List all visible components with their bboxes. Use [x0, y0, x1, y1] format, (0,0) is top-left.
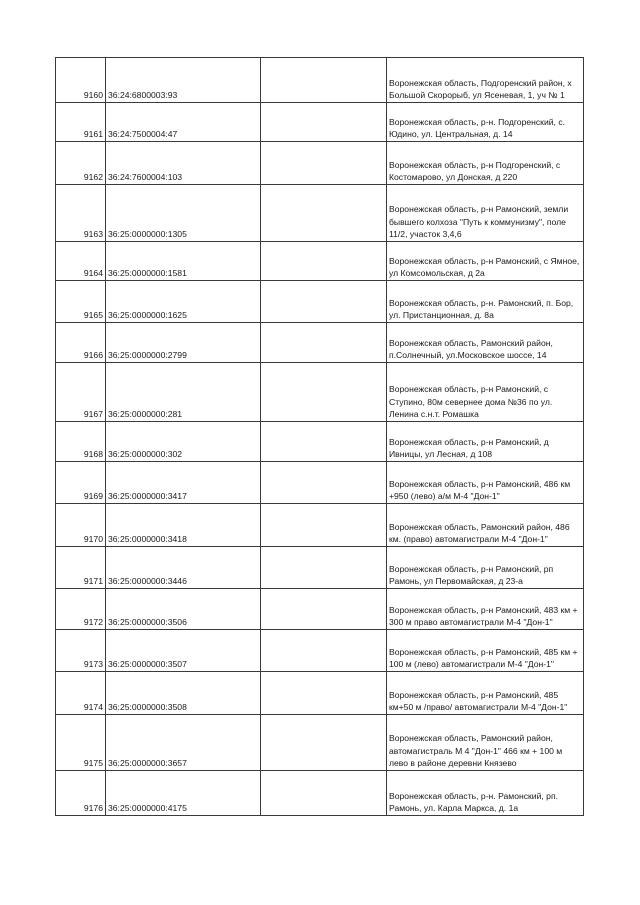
table-row [56, 589, 584, 630]
cadastral-number-cell: 36:24:6800003:93 [106, 58, 261, 103]
table-row [56, 142, 584, 185]
empty-cell [261, 462, 387, 504]
address-cell: Воронежская область, р-н Подгоренский, с Костомарово, ул Донская, д 220 [387, 142, 584, 185]
address-cell: Воронежская область, р-н Рамонский, 485 км+50 м /право/ автомагистрали М-4 "Дон-1" [387, 672, 584, 715]
cadastral-number-cell: 36:25:0000000:3507 [106, 630, 261, 672]
table-row [56, 715, 584, 771]
empty-cell [261, 771, 387, 816]
address-cell: Воронежская область, р-н. Подгоренский, с. Юдино, ул. Центральная, д. 14 [387, 103, 584, 142]
property-table-body [56, 58, 584, 816]
row-number-cell: 9163 [56, 185, 106, 242]
table-row [56, 462, 584, 504]
cadastral-number-cell: 36:25:0000000:3506 [106, 589, 261, 630]
table-row [56, 672, 584, 715]
cadastral-number-cell: 36:25:0000000:3657 [106, 715, 261, 771]
address-cell: Воронежская область, р-н Рамонский, 485 км + 100 м (лево) автомагистрали М-4 "Дон-1" [387, 630, 584, 672]
property-table [55, 57, 584, 816]
address-cell: Воронежская область, р-н. Рамонский, рп. Рамонь, ул. Карла Маркса, д. 1а [387, 771, 584, 816]
empty-cell [261, 504, 387, 547]
cadastral-number-cell: 36:25:0000000:1625 [106, 281, 261, 323]
address-cell: Воронежская область, р-н. Рамонский, п. Бор, ул. Пристанционная, д. 8а [387, 281, 584, 323]
address-cell: Воронежская область, р-н Рамонский, рп Рамонь, ул Первомайская, д 23-а [387, 547, 584, 589]
row-number-cell: 9170 [56, 504, 106, 547]
address-cell: Воронежская область, р-н Рамонский, 483 км + 300 м право автомагистрали М-4 "Дон-1" [387, 589, 584, 630]
row-number-cell: 9161 [56, 103, 106, 142]
empty-cell [261, 185, 387, 242]
row-number-cell: 9172 [56, 589, 106, 630]
address-cell: Воронежская область, Рамонский район, п.Солнечный, ул.Московское шоссе, 14 [387, 323, 584, 363]
row-number-cell: 9174 [56, 672, 106, 715]
table-row [56, 547, 584, 589]
table-row [56, 363, 584, 422]
cadastral-number-cell: 36:25:0000000:302 [106, 422, 261, 462]
cadastral-number-cell: 36:25:0000000:1305 [106, 185, 261, 242]
table-row [56, 630, 584, 672]
empty-cell [261, 323, 387, 363]
address-cell: Воронежская область, р-н Рамонский, д Ивницы, ул Лесная, д 108 [387, 422, 584, 462]
cadastral-number-cell: 36:24:7500004:47 [106, 103, 261, 142]
empty-cell [261, 58, 387, 103]
cadastral-number-cell: 36:24:7600004:103 [106, 142, 261, 185]
cadastral-number-cell: 36:25:0000000:2799 [106, 323, 261, 363]
address-cell: Воронежская область, р-н Рамонский, 486 км +950 (лево) а/м М-4 "Дон-1" [387, 462, 584, 504]
cadastral-number-cell: 36:25:0000000:3417 [106, 462, 261, 504]
row-number-cell: 9171 [56, 547, 106, 589]
row-number-cell: 9168 [56, 422, 106, 462]
empty-cell [261, 589, 387, 630]
address-cell: Воронежская область, р-н Рамонский, с Ямное, ул Комсомольская, д 2а [387, 242, 584, 281]
table-row [56, 422, 584, 462]
address-cell: Воронежская область, Рамонский район, автомагистраль М 4 "Дон-1" 466 км + 100 м лево в районе деревни Князево [387, 715, 584, 771]
row-number-cell: 9165 [56, 281, 106, 323]
row-number-cell: 9176 [56, 771, 106, 816]
address-cell: Воронежская область, р-н Рамонский, с Ступино, 80м севернее дома №36 по ул. Ленина с.н.т. Ромашка [387, 363, 584, 422]
row-number-cell: 9164 [56, 242, 106, 281]
row-number-cell: 9167 [56, 363, 106, 422]
empty-cell [261, 242, 387, 281]
empty-cell [261, 281, 387, 323]
table-row [56, 185, 584, 242]
row-number-cell: 9169 [56, 462, 106, 504]
empty-cell [261, 363, 387, 422]
table-row [56, 504, 584, 547]
row-number-cell: 9166 [56, 323, 106, 363]
empty-cell [261, 422, 387, 462]
row-number-cell: 9173 [56, 630, 106, 672]
empty-cell [261, 103, 387, 142]
empty-cell [261, 715, 387, 771]
address-cell: Воронежская область, Подгоренский район, х Большой Скорорыб, ул Ясеневая, 1, уч № 1 [387, 58, 584, 103]
table-row [56, 281, 584, 323]
cadastral-number-cell: 36:25:0000000:281 [106, 363, 261, 422]
address-cell: Воронежская область, Рамонский район, 486 км. (право) автомагистрали М-4 "Дон-1" [387, 504, 584, 547]
row-number-cell: 9162 [56, 142, 106, 185]
table-row [56, 103, 584, 142]
row-number-cell: 9175 [56, 715, 106, 771]
cadastral-number-cell: 36:25:0000000:4175 [106, 771, 261, 816]
empty-cell [261, 630, 387, 672]
empty-cell [261, 547, 387, 589]
cadastral-number-cell: 36:25:0000000:3446 [106, 547, 261, 589]
table-row [56, 323, 584, 363]
cadastral-number-cell: 36:25:0000000:3508 [106, 672, 261, 715]
cadastral-number-cell: 36:25:0000000:1581 [106, 242, 261, 281]
cadastral-number-cell: 36:25:0000000:3418 [106, 504, 261, 547]
address-cell: Воронежская область, р-н Рамонский, земли бывшего колхоза "Путь к коммунизму", поле 11/2, участок 3,4,6 [387, 185, 584, 242]
row-number-cell: 9160 [56, 58, 106, 103]
empty-cell [261, 142, 387, 185]
table-row [56, 242, 584, 281]
empty-cell [261, 672, 387, 715]
table-row [56, 58, 584, 103]
table-row [56, 771, 584, 816]
